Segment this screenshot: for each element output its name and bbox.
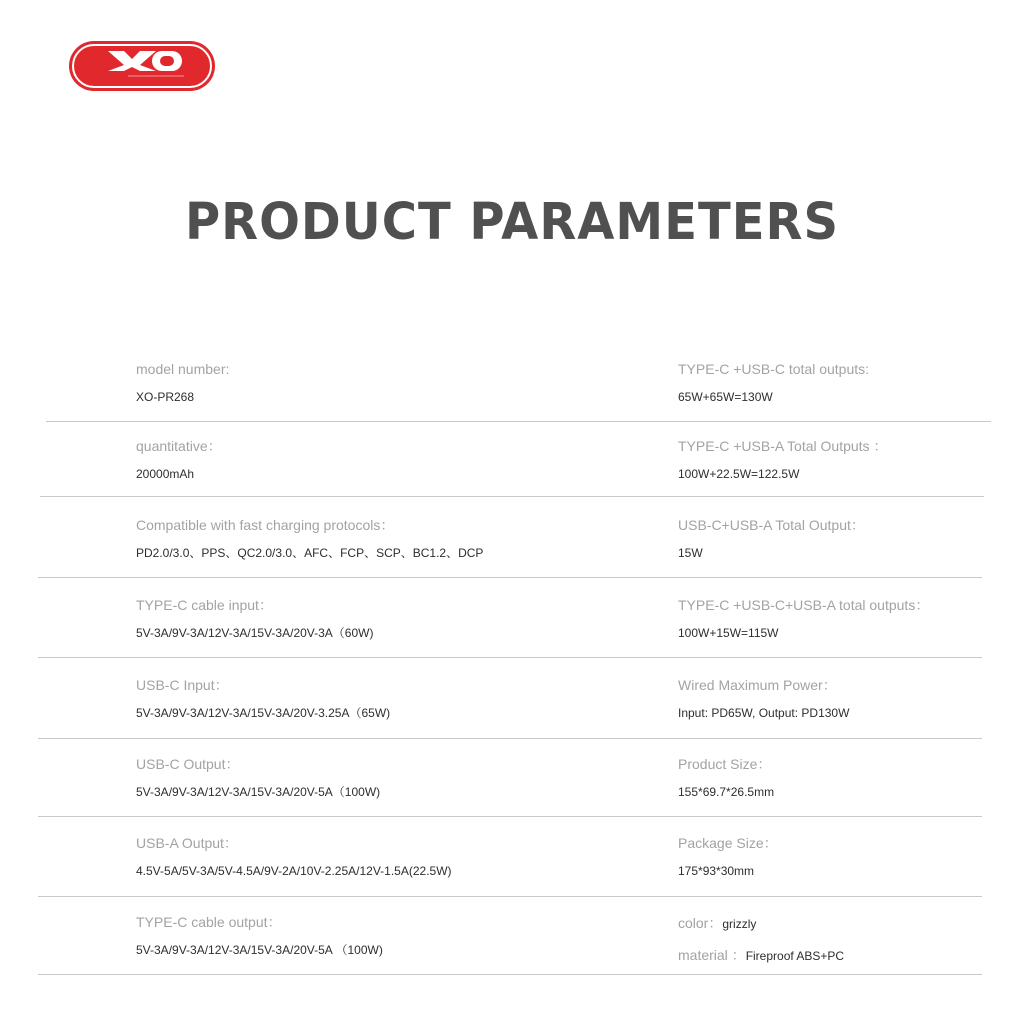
parameter-value: 15W: [678, 546, 703, 560]
parameter-value: 5V-3A/9V-3A/12V-3A/15V-3A/20V-3.25A（65W): [136, 706, 391, 720]
parameter-label: TYPE-C cable output：: [136, 914, 282, 930]
parameter-value: 4.5V-5A/5V-3A/5V-4.5A/9V-2A/10V-2.25A/12V-1.5A(22.5W): [136, 864, 452, 878]
parameter-label: TYPE-C +USB-C+USB-A total outputs：: [678, 597, 930, 613]
material-pair: [678, 945, 998, 965]
row-divider: [38, 577, 982, 578]
parameter-cell-left: [136, 897, 636, 958]
parameter-value: PD2.0/3.0、PPS、QC2.0/3.0、AFC、FCP、SCP、BC1.2、DCP: [136, 546, 484, 560]
parameter-row: [0, 500, 1024, 580]
parameter-value: 100W+22.5W=122.5W: [678, 467, 800, 481]
parameter-cell-right: [678, 421, 998, 482]
parameter-cell-left: [136, 421, 636, 482]
parameter-value: 175*93*30mm: [678, 864, 755, 878]
parameter-label: Wired Maximum Power：: [678, 677, 837, 693]
parameter-value: XO-PR268: [136, 390, 195, 404]
parameter-cell-right: [678, 818, 998, 879]
parameter-cell-left: [136, 739, 636, 800]
row-divider: [38, 974, 982, 975]
parameter-label: TYPE-C +USB-A Total Outputs ：: [678, 438, 888, 454]
parameter-label: USB-A Output：: [136, 835, 238, 851]
parameter-cell-right: [678, 500, 998, 561]
parameter-cell-left: [136, 660, 636, 721]
parameter-cell-right: [678, 739, 998, 800]
parameter-value: 20000mAh: [136, 467, 195, 481]
parameter-label: Product Size：: [678, 756, 772, 772]
color-pair: [678, 913, 998, 933]
row-divider: [38, 738, 982, 739]
parameter-value: 5V-3A/9V-3A/12V-3A/15V-3A/20V-5A（100W): [136, 785, 381, 799]
parameter-cell-right: [678, 660, 998, 721]
parameter-label: Compatible with fast charging protocols：: [136, 517, 395, 533]
color-label: color：: [678, 915, 723, 931]
parameter-cell-right: [678, 897, 998, 965]
parameter-row: [0, 897, 1024, 977]
parameter-cell-left: [136, 580, 636, 641]
parameter-label: model number:: [136, 361, 230, 377]
page-title: PRODUCT PARAMETERS: [184, 192, 840, 252]
parameter-label: USB-C+USB-A Total Output：: [678, 517, 865, 533]
parameter-row: [0, 818, 1024, 898]
material-value: Fireproof ABS+PC: [745, 949, 845, 963]
parameter-cell-right: [678, 344, 998, 405]
parameter-label: USB-C Input：: [136, 677, 229, 693]
parameter-value: 100W+15W=115W: [678, 626, 779, 640]
parameter-label: TYPE-C +USB-C total outputs:: [678, 361, 870, 377]
parameter-row: [0, 421, 1024, 501]
parameter-value: Input: PD65W, Output: PD130W: [678, 706, 850, 720]
parameter-label: quantitative：: [136, 438, 222, 454]
color-value: grizzly: [722, 917, 757, 931]
parameter-label: USB-C Output：: [136, 756, 240, 772]
parameter-value: 5V-3A/9V-3A/12V-3A/15V-3A/20V-5A （100W): [136, 943, 383, 957]
parameter-cell-right: [678, 580, 998, 641]
parameter-row: [0, 580, 1024, 660]
parameter-label: Package Size：: [678, 835, 778, 851]
parameter-label: TYPE-C cable input：: [136, 597, 273, 613]
row-divider: [46, 421, 991, 422]
row-divider: [40, 496, 984, 497]
xo-logo-icon: [68, 40, 216, 92]
parameter-value: 65W+65W=130W: [678, 390, 773, 404]
parameter-cell-left: [136, 344, 636, 405]
parameter-cell-left: [136, 818, 636, 879]
parameter-row: [0, 660, 1024, 740]
parameter-value: 5V-3A/9V-3A/12V-3A/15V-3A/20V-3A（60W): [136, 626, 374, 640]
parameter-value: 155*69.7*26.5mm: [678, 785, 775, 799]
brand-logo: [68, 40, 216, 92]
row-divider: [38, 896, 982, 897]
parameter-cell-left: [136, 500, 636, 561]
parameter-row: [0, 739, 1024, 819]
row-divider: [38, 657, 982, 658]
parameter-row: [0, 344, 1024, 424]
row-divider: [38, 816, 982, 817]
material-label: material ：: [678, 947, 746, 963]
